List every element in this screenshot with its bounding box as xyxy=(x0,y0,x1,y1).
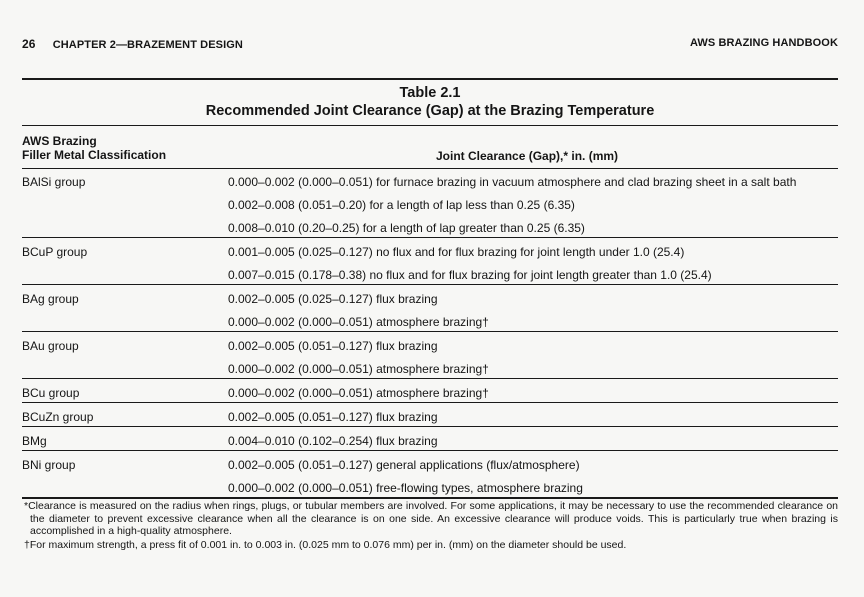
filler-metal-classification: BAlSi group xyxy=(22,175,86,189)
table-row-group xyxy=(22,238,838,285)
filler-metal-classification: BCu group xyxy=(22,386,80,400)
table-row xyxy=(22,191,838,214)
joint-clearance: 0.000–0.002 (0.000–0.051) atmosphere brazing† xyxy=(228,315,489,329)
table-number: Table 2.1 xyxy=(399,85,461,101)
table-row xyxy=(22,355,838,378)
joint-clearance: 0.008–0.010 (0.20–0.25) for a length of lap greater than 0.25 (6.35) xyxy=(228,221,585,235)
table-row-group xyxy=(22,451,838,499)
table-row xyxy=(22,168,838,191)
filler-metal-classification: BAg group xyxy=(22,292,79,306)
column-header-classification-line1: AWS Brazing xyxy=(22,134,97,148)
table-row-group xyxy=(22,285,838,332)
table-row-group xyxy=(22,427,838,451)
table-title: Recommended Joint Clearance (Gap) at the Brazing Temperature xyxy=(205,103,655,119)
table-row xyxy=(22,308,838,331)
joint-clearance: 0.002–0.005 (0.051–0.127) general applications (flux/atmosphere) xyxy=(228,458,580,472)
joint-clearance: 0.002–0.005 (0.025–0.127) flux brazing xyxy=(228,292,438,306)
table-row xyxy=(22,214,838,237)
book-title: AWS BRAZING HANDBOOK xyxy=(689,37,838,49)
joint-clearance: 0.002–0.005 (0.051–0.127) flux brazing xyxy=(228,410,438,424)
page-number: 26 xyxy=(22,37,36,51)
joint-clearance: 0.000–0.002 (0.000–0.051) atmosphere brazing† xyxy=(228,362,489,376)
table-row-group xyxy=(22,332,838,379)
footnote-dagger: †For maximum strength, a press fit of 0.001 in. to 0.003 in. (0.025 mm to 0.076 mm) per in. (mm) on the diameter should be used. xyxy=(24,538,627,551)
table-row-group xyxy=(22,379,838,403)
table-row xyxy=(22,451,838,474)
running-head xyxy=(22,37,838,51)
joint-clearance: 0.000–0.002 (0.000–0.051) atmosphere brazing† xyxy=(228,386,489,400)
filler-metal-classification: BAu group xyxy=(22,339,79,353)
table-row xyxy=(22,285,838,308)
filler-metal-classification: BCuZn group xyxy=(22,410,94,424)
table-top-rule xyxy=(22,78,838,80)
footnote-asterisk: *Clearance is measured on the radius when rings, plugs, or tubular members are involved. For some applications, it may be necessary to use the recommended clearance on the diameter to prevent excessive clearance when all the clearance is on one side. An excessive clearance will produce voids. This is particularly true when brazing is accomplished in a high-quality atmosphere. xyxy=(24,500,838,537)
column-header-clearance: Joint Clearance (Gap),* in. (mm) xyxy=(436,149,619,163)
header-top-rule xyxy=(22,125,838,126)
table-caption xyxy=(22,84,838,120)
joint-clearance: 0.002–0.008 (0.051–0.20) for a length of lap less than 0.25 (6.35) xyxy=(228,198,575,212)
joint-clearance: 0.001–0.005 (0.025–0.127) no flux and for flux brazing for joint length under 1.0 (25.4) xyxy=(228,245,685,259)
filler-metal-classification: BMg xyxy=(22,434,47,448)
filler-metal-classification: BNi group xyxy=(22,458,76,472)
joint-clearance: 0.000–0.002 (0.000–0.051) free-flowing types, atmosphere brazing xyxy=(228,481,583,495)
table-row xyxy=(22,427,838,450)
table-body xyxy=(22,168,838,499)
joint-clearance: 0.007–0.015 (0.178–0.38) no flux and for flux brazing for joint length greater than 1.0 (25.4) xyxy=(228,268,712,282)
table-row-group xyxy=(22,168,838,238)
table-row-group xyxy=(22,403,838,427)
joint-clearance: 0.002–0.005 (0.051–0.127) flux brazing xyxy=(228,339,438,353)
table-row xyxy=(22,474,838,497)
table-row xyxy=(22,379,838,402)
table-row xyxy=(22,261,838,284)
table-footnotes xyxy=(22,500,838,551)
column-header-classification-line2: Filler Metal Classification xyxy=(22,148,167,162)
column-header-classification xyxy=(22,134,166,162)
table-row xyxy=(22,238,838,261)
chapter-title: CHAPTER 2—BRAZEMENT DESIGN xyxy=(52,39,243,51)
joint-clearance: 0.004–0.010 (0.102–0.254) flux brazing xyxy=(228,434,438,448)
filler-metal-classification: BCuP group xyxy=(22,245,88,259)
joint-clearance: 0.000–0.002 (0.000–0.051) for furnace brazing in vacuum atmosphere and clad brazing sheet in a salt bath xyxy=(228,175,797,189)
table-row xyxy=(22,332,838,355)
table-row xyxy=(22,403,838,426)
